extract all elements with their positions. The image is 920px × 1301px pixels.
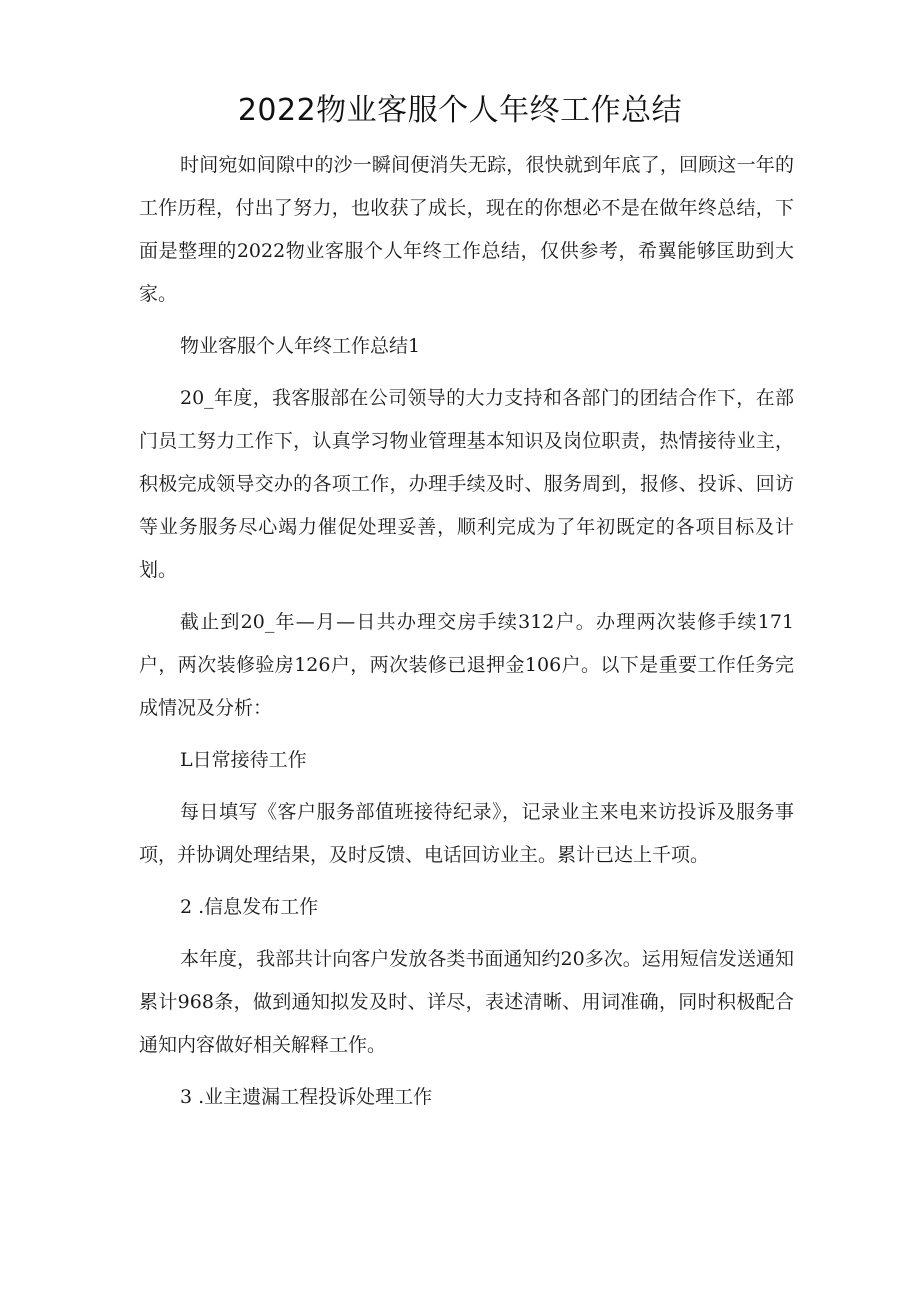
item-heading: 2 .信息发布工作	[180, 896, 319, 918]
item-heading: 3 .业主遗漏工程投诉处理工作	[180, 1086, 433, 1108]
body-paragraph: 每日填写《客户服务部值班接待纪录》，记录业主来电来访投诉及服务事项，并协调处理结果，及时反馈、电话回访业主。累计已达上千项。	[139, 801, 794, 866]
item-heading: L日常接待工作	[180, 749, 307, 771]
document-title: 2022物业客服个人年终工作总结	[237, 93, 683, 128]
body-paragraph: 本年度，我部共计向客户发放各类书面通知约20多次。运用短信发送通知累计968条，做到通知拟发及时、详尽，表述清晰、用词准确，同时积极配合通知内容做好相关解释工作。	[139, 948, 794, 1056]
section-heading: 物业客服个人年终工作总结1	[180, 335, 421, 357]
document-body	[139, 144, 794, 1128]
intro-paragraph: 时间宛如间隙中的沙一瞬间便消失无踪，很快就到年底了，回顾这一年的工作历程，付出了努力，也收获了成长，现在的你想必不是在做年终总结，下面是整理的2022物业客服个人年终工作总结，仅供参考，希翼能够匡助到大家。	[139, 154, 794, 305]
body-paragraph: 20_年度，我客服部在公司领导的大力支持和各部门的团结合作下，在部门员工努力工作下，认真学习物业管理基本知识及岗位职责，热情接待业主，积极完成领导交办的各项工作，办理手续及时、服务周到，报修、投诉、回访等业务服务尽心竭力催促处理妥善，顺利完成为了年初既定的各项目标及计划。	[139, 387, 794, 581]
body-paragraph: 截止到20_年—月—日共办理交房手续312户。办理两次装修手续171户，两次装修验房126户，两次装修已退押金106户。以下是重要工作任务完成情况及分析：	[139, 611, 794, 719]
